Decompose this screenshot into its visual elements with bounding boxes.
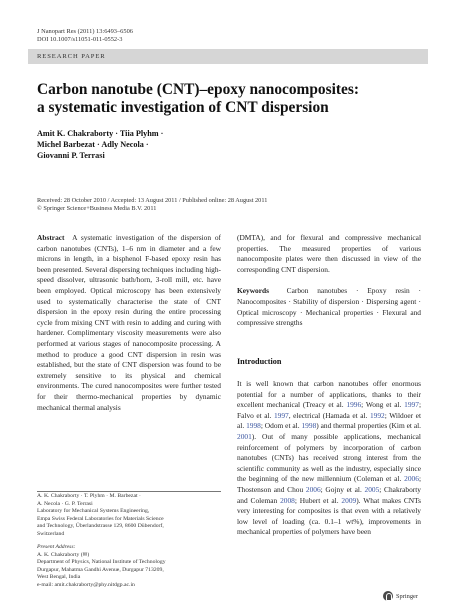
publisher-footer bbox=[383, 591, 418, 601]
intro-text: ). What makes CNTs very interesting for composites is that even with a relatively low level of loading (ca. 0.1–1 wt%), improvements in mechanical properties of polymers have been bbox=[237, 495, 421, 537]
article-type-label: RESEARCH PAPER bbox=[37, 52, 106, 60]
affil-line: Laboratory for Mechanical Systems Engineering, bbox=[37, 508, 150, 514]
intro-text: , electrical (Hamada et al. bbox=[288, 410, 370, 420]
citation-link[interactable]: 2006 bbox=[305, 484, 321, 494]
doi-line: DOI 10.1007/s11051-011-0552-3 bbox=[37, 36, 123, 44]
section-heading-introduction: Introduction bbox=[237, 357, 282, 366]
citation-link[interactable]: 2001 bbox=[237, 431, 252, 441]
citation-link[interactable]: 2005 bbox=[364, 484, 380, 494]
affil-line: Department of Physics, National Institute of Technology bbox=[37, 559, 166, 565]
affil-line: Switzerland bbox=[37, 530, 65, 537]
intro-text: ; Gojny et al. bbox=[320, 484, 365, 494]
citation-link[interactable]: 1998 bbox=[246, 421, 261, 431]
email-link[interactable]: e-mail: amit.chakraborty@phy.nitdgp.ac.in bbox=[37, 581, 135, 588]
affil-line: and Technology, Überlandstrasse 129, 8600 Dübendorf, bbox=[37, 523, 164, 529]
paper-title bbox=[37, 81, 417, 117]
journal-citation bbox=[37, 28, 133, 45]
title-line-1: Carbon nanotube (CNT)–epoxy nanocomposites: bbox=[37, 81, 359, 98]
publisher-name: Springer bbox=[395, 592, 418, 600]
keywords-text: Carbon nanotubes · Epoxy resin · Nanocomposites · Stability of dispersion · Dispersing agent · Optical microscopy · Mechanical properties · Flexural and compressive strengths bbox=[237, 286, 422, 328]
intro-text: ; Odom et al. bbox=[260, 421, 302, 431]
copyright-line: © Springer Science+Business Media B.V. 2011 bbox=[37, 205, 157, 213]
intro-text: ; Thostenson and Chou bbox=[237, 474, 421, 494]
abstract-label: Abstract bbox=[37, 233, 65, 242]
intro-text: ; Wong et al. bbox=[361, 400, 405, 410]
publication-history bbox=[37, 197, 427, 214]
citation-link[interactable]: 1998 bbox=[301, 421, 317, 431]
intro-text: It is well known that carbon nanotubes offer enormous potential for a number of applications, thanks to their excellent mechanical (Treacy et al. bbox=[237, 379, 421, 410]
intro-text: ; Chakraborty and Coleman bbox=[237, 484, 421, 505]
author-list bbox=[37, 128, 297, 161]
journal-reference: J Nanopart Res (2011) 13:6493–6506 bbox=[37, 28, 133, 35]
dates-line: Received: 28 October 2010 / Accepted: 13 August 2011 / Published online: 28 August 2011 bbox=[37, 197, 268, 204]
affil-line: Empa Swiss Federal Laboratories for Materials Science bbox=[37, 515, 164, 522]
affil-line: West Bengal, India bbox=[37, 574, 81, 580]
intro-text: ; Hubert et al. bbox=[294, 495, 342, 505]
citation-link[interactable]: 2008 bbox=[280, 495, 295, 505]
affil-line: Durgapur, Mahatma Gandhi Avenue, Durgapur 713209, bbox=[37, 566, 164, 573]
footnote-divider bbox=[37, 491, 221, 492]
citation-link[interactable]: 1997 bbox=[273, 410, 289, 420]
abstract-continuation: (DMTA), and for flexural and compressive mechanical properties. The measured properties of various nanocomposite plates were then discussed in view of the corresponding CNT dispersion. bbox=[237, 233, 421, 274]
citation-link[interactable]: 1996 bbox=[346, 400, 362, 410]
right-column-top bbox=[237, 233, 421, 329]
affil-line: A. K. Chakraborty · T. Plyhm · M. Barbezat · bbox=[37, 493, 141, 499]
article-type-band bbox=[28, 49, 428, 64]
intro-text: ; Wildoer et al. bbox=[237, 410, 421, 431]
present-address-label: Present Address: bbox=[37, 544, 76, 550]
keywords-block bbox=[237, 286, 421, 328]
affil-line: A. Necola · G. P. Terrasi bbox=[37, 500, 93, 507]
intro-text: ; Falvo et al. bbox=[237, 400, 421, 420]
citation-link[interactable]: 2009 bbox=[341, 495, 357, 505]
authors-line-2: Michel Barbezat · Adly Necola · bbox=[37, 140, 149, 149]
title-line-2: a systematic investigation of CNT dispersion bbox=[37, 99, 329, 116]
abstract-block bbox=[37, 233, 221, 413]
intro-text: ). Out of many possible applications, mechanical reinforcement of polymers by incorporation of carbon nanotubes (CNTs) has received strong interest from the scientific community as well as the industry, especially since the beginning of the new millennium (Coleman et al. bbox=[237, 431, 421, 484]
abstract-text: A systematic investigation of the dispersion of carbon nanotubes (CNTs), 1–6 nm in diameter and a few microns in length, in a bisphenol F-based epoxy resin has been presented. Several dispersing techniques including high-speed dissolver, ultrasonic bath/horn, 3-roll mill, etc. have been employed. Optical microscopy has been extensively used to systematically characterise the state of CNT dispersion in the epoxy resin during the entire processing cycle from mixing CNT with resin to adding and curing with hardener. Complimentary viscosity measurements were also performed at various stages of nanocomposite processing. A method to produce a good CNT dispersion in resin was established, but the state of CNT dispersion was found to be extremely sensitive to its physical and chemical environments. The cured nanocomposites were further tested for their thermo-mechanical properties by dynamic mechanical thermal analysis bbox=[37, 233, 221, 412]
affil-line: A. K. Chakraborty (✉) bbox=[37, 551, 90, 558]
intro-text: ) and thermal properties (Kim et al. bbox=[316, 421, 421, 431]
authors-line-1: Amit K. Chakraborty · Tiia Plyhm · bbox=[37, 129, 164, 138]
affiliations-footnote bbox=[37, 493, 221, 589]
springer-logo-icon bbox=[383, 591, 393, 601]
citation-link[interactable]: 1992 bbox=[369, 410, 385, 420]
keywords-label: Keywords bbox=[237, 286, 270, 296]
authors-line-3: Giovanni P. Terrasi bbox=[37, 151, 105, 160]
citation-link[interactable]: 2006 bbox=[404, 474, 419, 484]
introduction-text bbox=[237, 379, 421, 538]
citation-link[interactable]: 1997 bbox=[404, 400, 419, 410]
